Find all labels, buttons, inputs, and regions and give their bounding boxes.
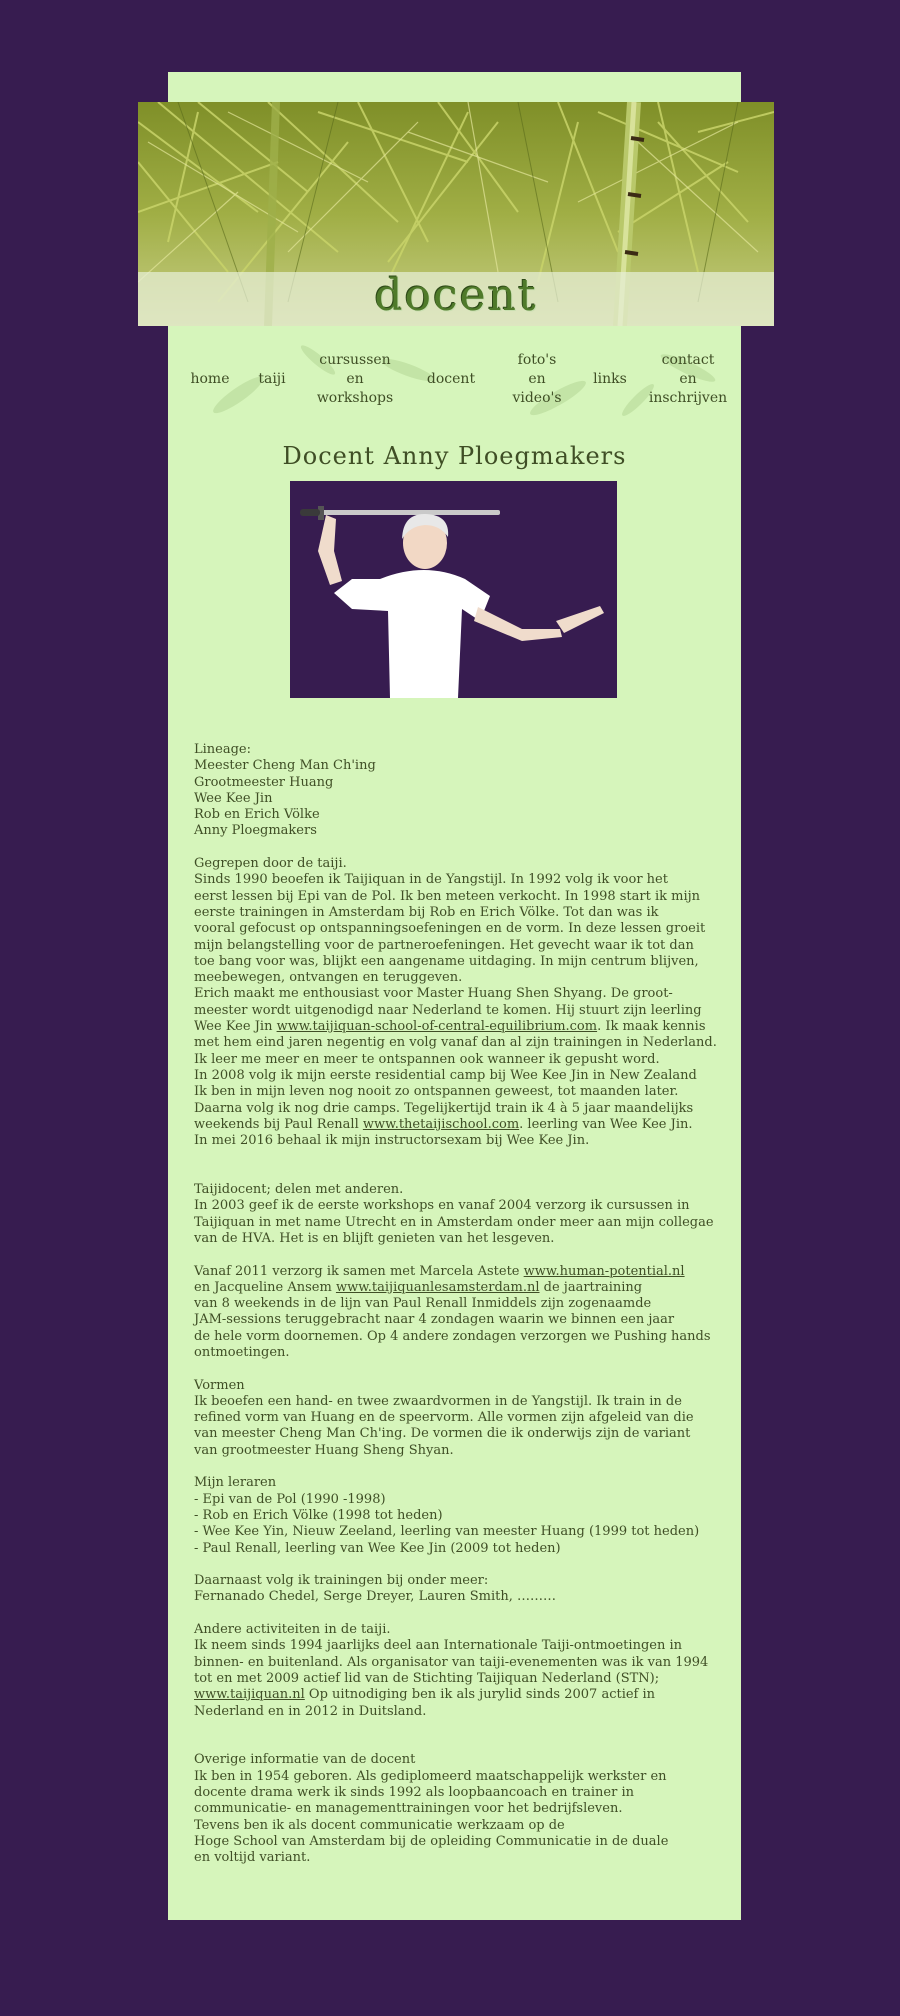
section-heading-leraren: Mijn leraren: [194, 1475, 277, 1491]
nav-item-docent[interactable]: [418, 370, 484, 389]
section-heading-overige: Overige informatie van de docent: [194, 1752, 416, 1768]
teacher-list-item: - Epi van de Pol (1990 -1998): [194, 1491, 386, 1507]
link-human-potential[interactable]: www.human-potential.nl: [523, 1263, 685, 1279]
paragraph-line: de hele vorm doornemen. Op 4 andere zondagen verzorgen we Pushing hands: [194, 1328, 711, 1344]
section-heading-andere: Andere activiteiten in de taiji.: [194, 1622, 391, 1638]
paragraph-line: Taijiquan in met name Utrecht en in Amsterdam onder meer aan mijn collegae: [194, 1214, 714, 1230]
paragraph-line: toe bang voor was, blijkt een aangename uitdaging. In mijn centrum blijven,: [194, 953, 699, 969]
paragraph-line: Erich maakt me enthousiast voor Master Huang Shen Shyang. De groot-: [194, 986, 673, 1002]
text: weekends bij Paul Renall: [194, 1116, 363, 1132]
link-central-equilibrium[interactable]: www.taijiquan-school-of-central-equilibrium.com: [276, 1019, 598, 1035]
paragraph-line: meester wordt uitgenodigd naar Nederland te komen. Hij stuurt zijn leerling: [194, 1002, 702, 1018]
link-taijiquan-nl[interactable]: www.taijiquan.nl: [194, 1687, 305, 1703]
paragraph-line: van grootmeester Huang Sheng Shyan.: [194, 1442, 454, 1458]
paragraph-line: [194, 1687, 739, 1703]
paragraph-line: Sinds 1990 beoefen ik Taijiquan in de Yangstijl. In 1992 volg ik voor het: [194, 872, 668, 888]
paragraph-line: van meester Cheng Man Ch'ing. De vormen die ik onderwijs zijn de variant: [194, 1426, 691, 1442]
paragraph-line: binnen- en buitenland. Als organisator van taiji-evenementen was ik van 1994: [194, 1654, 709, 1670]
text: de jaartraining: [539, 1279, 643, 1295]
paragraph-line: Ik neem sinds 1994 jaarlijks deel aan Internationale Taiji-ontmoetingen in: [194, 1638, 682, 1654]
lineage-item: Meester Cheng Man Ch'ing: [194, 758, 376, 774]
paragraph-line: JAM-sessions teruggebracht naar 4 zondagen waarin we binnen een jaar: [194, 1312, 675, 1328]
nav-item-label: foto's: [517, 352, 557, 368]
paragraph-line: en voltijd variant.: [194, 1850, 311, 1866]
paragraph-line: In 2003 geef ik de eerste workshops en vanaf 2004 verzorg ik cursussen in: [194, 1198, 690, 1214]
teacher-list-item: - Paul Renall, leerling van Wee Kee Jin (2009 tot heden): [194, 1540, 561, 1556]
nav-item-label: en: [528, 371, 546, 387]
nav-item-label: en: [679, 371, 697, 387]
paragraph-line: refined vorm van Huang en de speervorm. Alle vormen zijn afgeleid van die: [194, 1410, 694, 1426]
nav-item-label: inschrijven: [648, 390, 728, 406]
teacher-with-sword-icon: [290, 481, 617, 698]
text: Op uitnodiging ben ik als jurylid sinds 2007 actief in: [304, 1687, 656, 1703]
banner-title: docent: [374, 270, 538, 321]
teacher-list-item: - Rob en Erich Völke (1998 tot heden): [194, 1507, 443, 1523]
paragraph-line: Ik beoefen een hand- en twee zwaardvormen in de Yangstijl. Ik train in de: [194, 1393, 682, 1409]
header-banner: [138, 102, 774, 326]
paragraph-line: In 2008 volg ik mijn eerste residential camp bij Wee Kee Jin in New Zealand: [194, 1067, 697, 1083]
paragraph-line: van de HVA. Het is en blijft genieten van het lesgeven.: [194, 1230, 555, 1246]
nav-item-home[interactable]: [184, 370, 236, 389]
teacher-photo: [290, 481, 617, 698]
paragraph-line: Ik leer me meer en meer te ontspannen ook wanneer ik gepusht word.: [194, 1051, 660, 1067]
text: Vanaf 2011 verzorg ik samen met Marcela Astete: [194, 1263, 524, 1279]
text: . Ik maak kennis: [597, 1019, 706, 1035]
nav-item-label: cursussen: [319, 352, 391, 368]
paragraph-line: Daarnaast volg ik trainingen bij onder meer:: [194, 1573, 489, 1589]
paragraph-line: Fernanado Chedel, Serge Dreyer, Lauren Smith, ………: [194, 1589, 556, 1605]
lineage-item: Rob en Erich Völke: [194, 807, 320, 823]
lineage-item: Grootmeester Huang: [194, 774, 334, 790]
nav-item-contact-en-inschrijven[interactable]: [638, 351, 738, 408]
nav-item-label: links: [593, 371, 627, 387]
paragraph-line: [194, 1117, 739, 1133]
paragraph-line: ontmoetingen.: [194, 1344, 290, 1360]
paragraph-line: tot en met 2009 actief lid van de Stichting Taijiquan Nederland (STN);: [194, 1670, 660, 1686]
paragraph-line: communicatie- en managementtrainingen voor het bedrijfsleven.: [194, 1801, 623, 1817]
paragraph-line: Ik ben in mijn leven nog nooit zo ontspannen geweest, tot maanden later.: [194, 1084, 679, 1100]
lineage-item: Wee Kee Jin: [194, 790, 273, 806]
section-heading-docent: Taijidocent; delen met anderen.: [194, 1182, 404, 1198]
paragraph-line: docente drama werk ik sinds 1992 als loopbaancoach en trainer in: [194, 1785, 634, 1800]
paragraph-line: eerste trainingen in Amsterdam bij Rob en Erich Völke. Tot dan was ik: [194, 904, 659, 920]
paragraph-line: meebewegen, ontvangen en teruggeven.: [194, 970, 463, 986]
nav-item-label: contact: [661, 352, 715, 368]
nav-item-label: en: [346, 371, 364, 387]
paragraph-line: Nederland en in 2012 in Duitsland.: [194, 1703, 427, 1719]
paragraph-line: van 8 weekends in de lijn van Paul Renall Inmiddels zijn zogenaamde: [194, 1296, 652, 1312]
nav-item-links[interactable]: [584, 370, 636, 389]
lineage-item: Anny Ploegmakers: [194, 823, 317, 839]
page-title: Docent Anny Ploegmakers: [282, 442, 627, 470]
teacher-list-item: - Wee Kee Yin, Nieuw Zeeland, leerling van meester Huang (1999 tot heden): [194, 1524, 700, 1540]
nav-item-label: workshops: [316, 390, 394, 406]
section-heading-vormen: Vormen: [194, 1377, 245, 1393]
paragraph-line: [194, 1280, 739, 1296]
paragraph-line: In mei 2016 behaal ik mijn instructorsexam bij Wee Kee Jin.: [194, 1133, 590, 1149]
text: . leerling van Wee Kee Jin.: [519, 1116, 693, 1132]
paragraph-line: eerst lessen bij Epi van de Pol. Ik ben meteen verkocht. In 1998 start ik mijn: [194, 888, 701, 904]
paragraph-line: [194, 1264, 739, 1280]
lineage-heading: Lineage:: [194, 742, 252, 757]
paragraph-line: mijn belangstelling voor de partneroefeningen. Het gevecht waar ik tot dan: [194, 937, 694, 953]
link-taijiquanlesamsterdam[interactable]: www.taijiquanlesamsterdam.nl: [335, 1279, 540, 1295]
paragraph-line: [194, 1019, 739, 1035]
nav-item-label: home: [190, 371, 230, 387]
text: Wee Kee Jin: [194, 1019, 277, 1035]
paragraph-line: Tevens ben ik als docent communicatie werkzaam op de: [194, 1817, 565, 1833]
main-navigation: [168, 340, 741, 420]
nav-item-fotos-en-videos[interactable]: [498, 351, 576, 408]
nav-item-label: video's: [512, 390, 562, 406]
nav-item-label: docent: [426, 371, 476, 387]
paragraph-line: Ik ben in 1954 geboren. Als gediplomeerd maatschappelijk werkster en: [194, 1768, 667, 1784]
nav-item-taiji[interactable]: [252, 370, 292, 389]
nav-item-cursussen-en-workshops[interactable]: [310, 351, 400, 408]
text: en Jacqueline Ansem: [194, 1279, 336, 1295]
paragraph-line: Hoge School van Amsterdam bij de opleiding Communicatie in de duale: [194, 1833, 669, 1849]
paragraph-line: vooral gefocust op ontspanningsoefeningen en de vorm. In deze lessen groeit: [194, 921, 706, 937]
section-heading-gegrepen: Gegrepen door de taiji.: [194, 856, 347, 872]
paragraph-line: Daarna volg ik nog drie camps. Tegelijkertijd train ik 4 à 5 jaar maandelijks: [194, 1100, 694, 1116]
biography-content: [194, 742, 739, 1866]
link-thetaijischool[interactable]: www.thetaijischool.com: [362, 1116, 520, 1132]
nav-item-label: taiji: [258, 371, 286, 387]
paragraph-line: met hem eind jaren negentig en volg vanaf dan al zijn trainingen in Nederland.: [194, 1035, 717, 1051]
